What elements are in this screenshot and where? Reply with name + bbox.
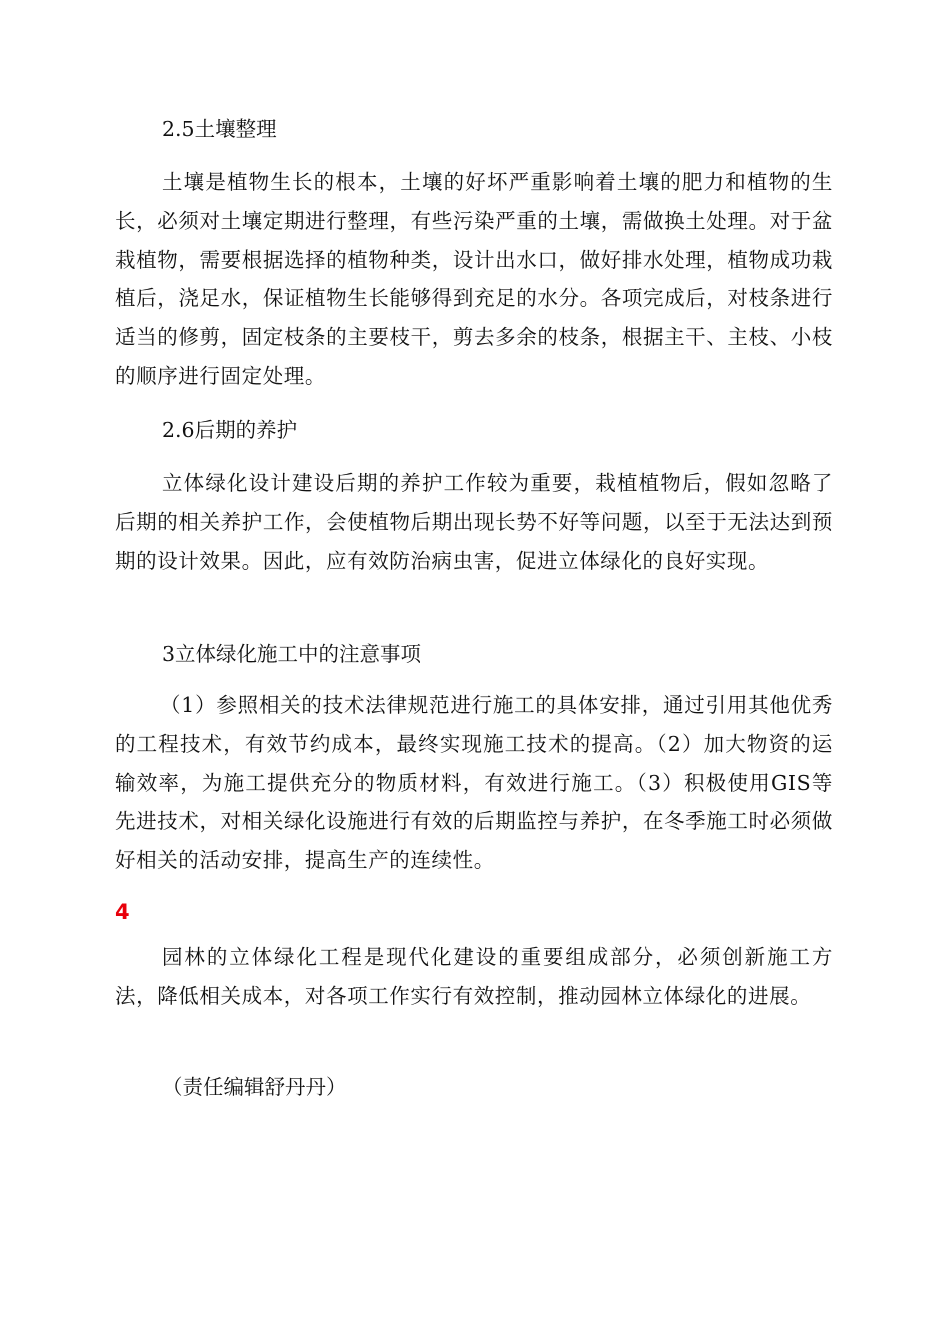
responsible-editor: （责任编辑舒丹丹）	[162, 1075, 347, 1099]
section-2-5-heading: 2.5土壤整理	[162, 117, 277, 141]
section-4-body: 园林的立体绿化工程是现代化建设的重要组成部分，必须创新施工方法，降低相关成本，对各项工作实行有效控制，推动园林立体绿化的进展。	[115, 945, 833, 1008]
section-4-number: 4	[115, 900, 130, 924]
section-3-heading: 3立体绿化施工中的注意事项	[162, 642, 422, 666]
section-2-6-body: 立体绿化设计建设后期的养护工作较为重要，栽植植物后，假如忽略了后期的相关养护工作，会使植物后期出现长势不好等问题，以至于无法达到预期的设计效果。因此，应有效防治病虫害，促进立体绿化的良好实现。	[115, 471, 833, 573]
section-2-5-body: 土壤是植物生长的根本，土壤的好坏严重影响着土壤的肥力和植物的生长，必须对土壤定期进行整理，有些污染严重的土壤，需做换土处理。对于盆栽植物，需要根据选择的植物种类，设计出水口，做好排水处理，植物成功栽植后，浇足水，保证植物生长能够得到充足的水分。各项完成后，对枝条进行适当的修剪，固定枝条的主要枝干，剪去多余的枝条，根据主干、主枝、小枝的顺序进行固定处理。	[115, 170, 833, 388]
section-3-body: （1）参照相关的技术法律规范进行施工的具体安排，通过引用其他优秀的工程技术，有效节约成本，最终实现施工技术的提高。（2）加大物资的运输效率，为施工提供充分的物质材料，有效进行施工。（3）积极使用GIS等先进技术，对相关绿化设施进行有效的后期监控与养护，在冬季施工时必须做好相关的活动安排，提高生产的连续性。	[115, 693, 833, 873]
section-2-6-heading: 2.6后期的养护	[162, 418, 298, 442]
